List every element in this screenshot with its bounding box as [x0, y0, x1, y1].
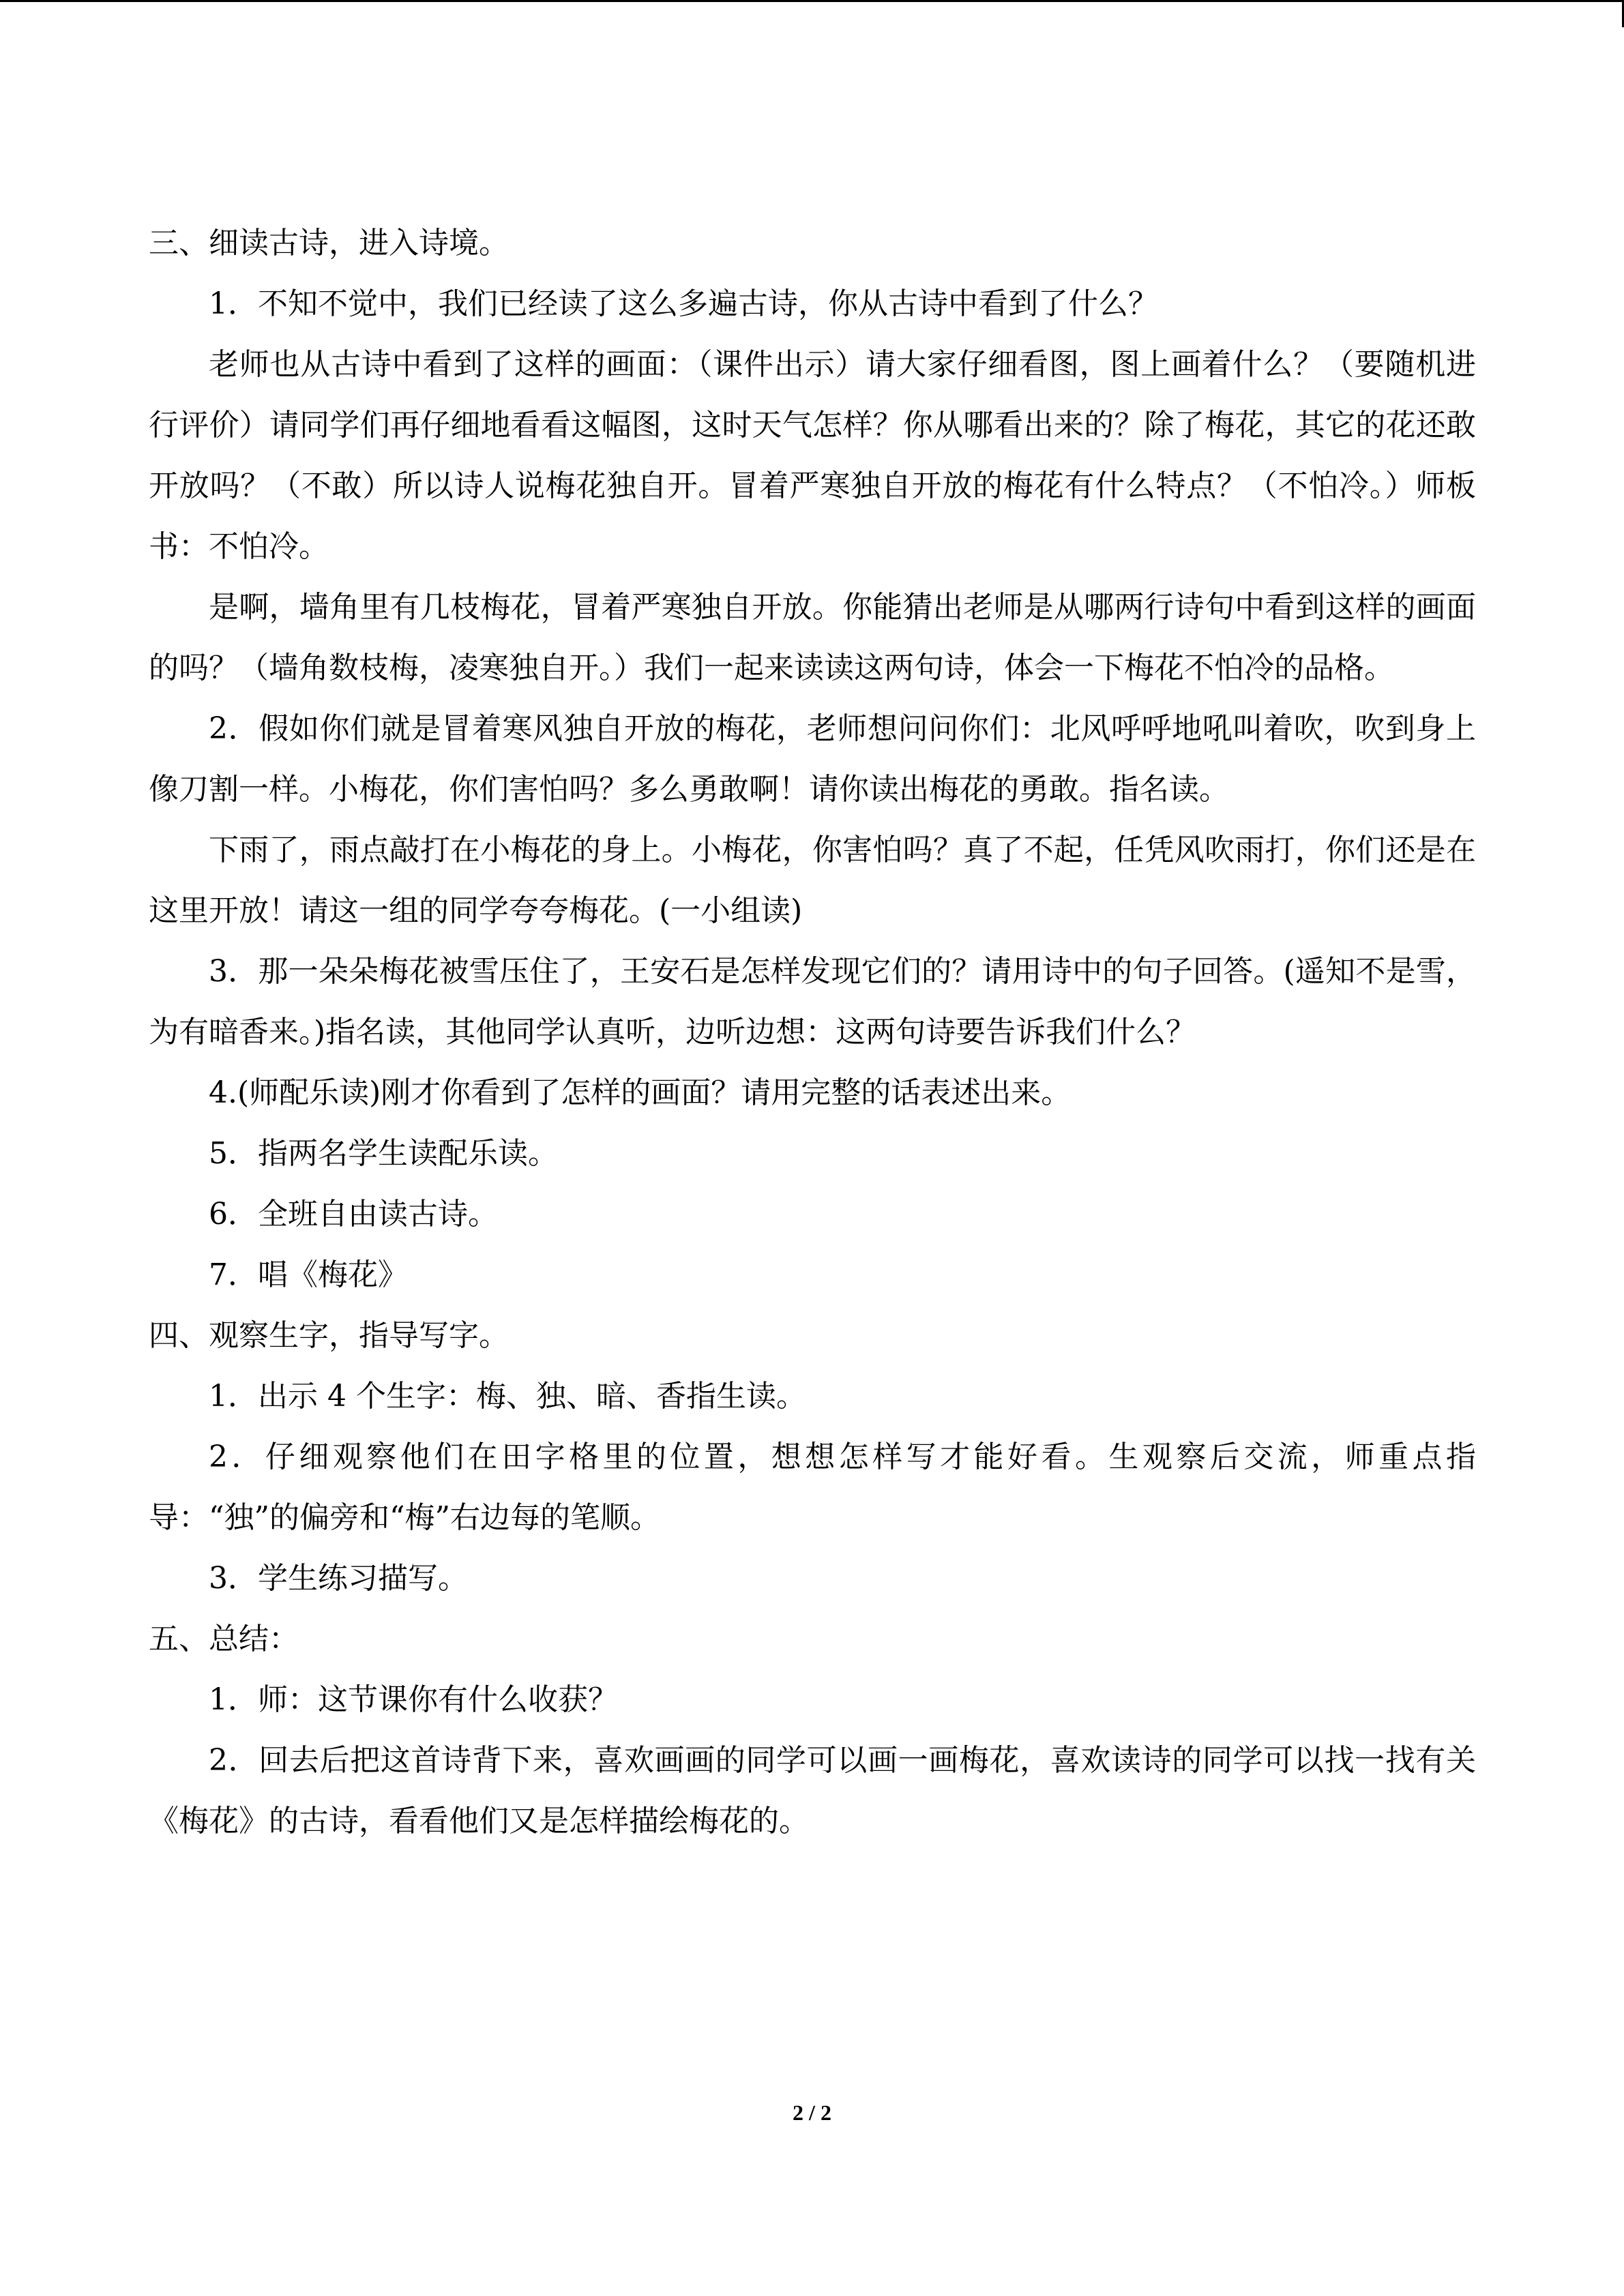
paragraph: 6．全班自由读古诗。: [209, 1197, 498, 1232]
paragraph: 1．不知不觉中，我们已经读了这么多遍古诗，你从古诗中看到了什么？: [209, 286, 1158, 321]
paragraph: 是啊，墙角里有几枝梅花，冒着严寒独自开放。你能猜出老师是从哪两行诗句中看到这样的画面的吗？（墙角数枝梅，凌寒独自开。）我们一起来读读这两句诗，体会一下梅花不怕冷的品格。: [149, 590, 1476, 685]
top-border-line: [0, 0, 1624, 2]
section-heading-4: 四、观察生字，指导写字。: [149, 1318, 509, 1353]
paragraph: 4.(师配乐读)刚才你看到了怎样的画面？请用完整的话表述出来。: [209, 1075, 1072, 1110]
section-heading-3: 三、细读古诗，进入诗境。: [149, 226, 509, 260]
section-heading-5: 五、总结：: [149, 1622, 299, 1656]
document-body: [149, 213, 1476, 1851]
paragraph: 3．那一朵朵梅花被雪压住了，王安石是怎样发现它们的？请用诗中的句子回答。(遥知不是雪，为有暗香来。)指名读，其他同学认真听，边听边想：这两句诗要告诉我们什么？: [149, 954, 1476, 1049]
paragraph: 7．唱《梅花》: [209, 1257, 408, 1292]
paragraph: 1．师：这节课你有什么收获？: [209, 1682, 618, 1717]
paragraph: 下雨了，雨点敲打在小梅花的身上。小梅花，你害怕吗？真了不起，任凭风吹雨打，你们还是在这里开放！请这一组的同学夸夸梅花。(一小组读): [149, 833, 1476, 928]
page-number: 2 / 2: [793, 2100, 831, 2125]
paragraph: 2．假如你们就是冒着寒风独自开放的梅花，老师想问问你们：北风呼呼地吼叫着吹，吹到身上像刀割一样。小梅花，你们害怕吗？多么勇敢啊！请你读出梅花的勇敢。指名读。: [149, 711, 1476, 807]
paragraph: 1．出示 4 个生字：梅、独、暗、香指生读。: [209, 1379, 806, 1414]
paragraph: 老师也从古诗中看到了这样的画面：（课件出示）请大家仔细看图，图上画着什么？（要随机进行评价）请同学们再仔细地看看这幅图，这时天气怎样？你从哪看出来的？除了梅花，其它的花还敢开放吗？（不敢）所以诗人说梅花独自开。冒着严寒独自开放的梅花有什么特点？（不怕冷。）师板书：不怕冷。: [149, 347, 1476, 564]
paragraph: 5．指两名学生读配乐读。: [209, 1136, 558, 1171]
paragraph: 2．仔细观察他们在田字格里的位置，想想怎样写才能好看。生观察后交流，师重点指导：“独”的偏旁和“梅”右边每的笔顺。: [149, 1440, 1476, 1535]
paragraph: 3．学生练习描写。: [209, 1561, 468, 1596]
paragraph: 2．回去后把这首诗背下来，喜欢画画的同学可以画一画梅花，喜欢读诗的同学可以找一找有关《梅花》的古诗，看看他们又是怎样描绘梅花的。: [149, 1743, 1476, 1838]
